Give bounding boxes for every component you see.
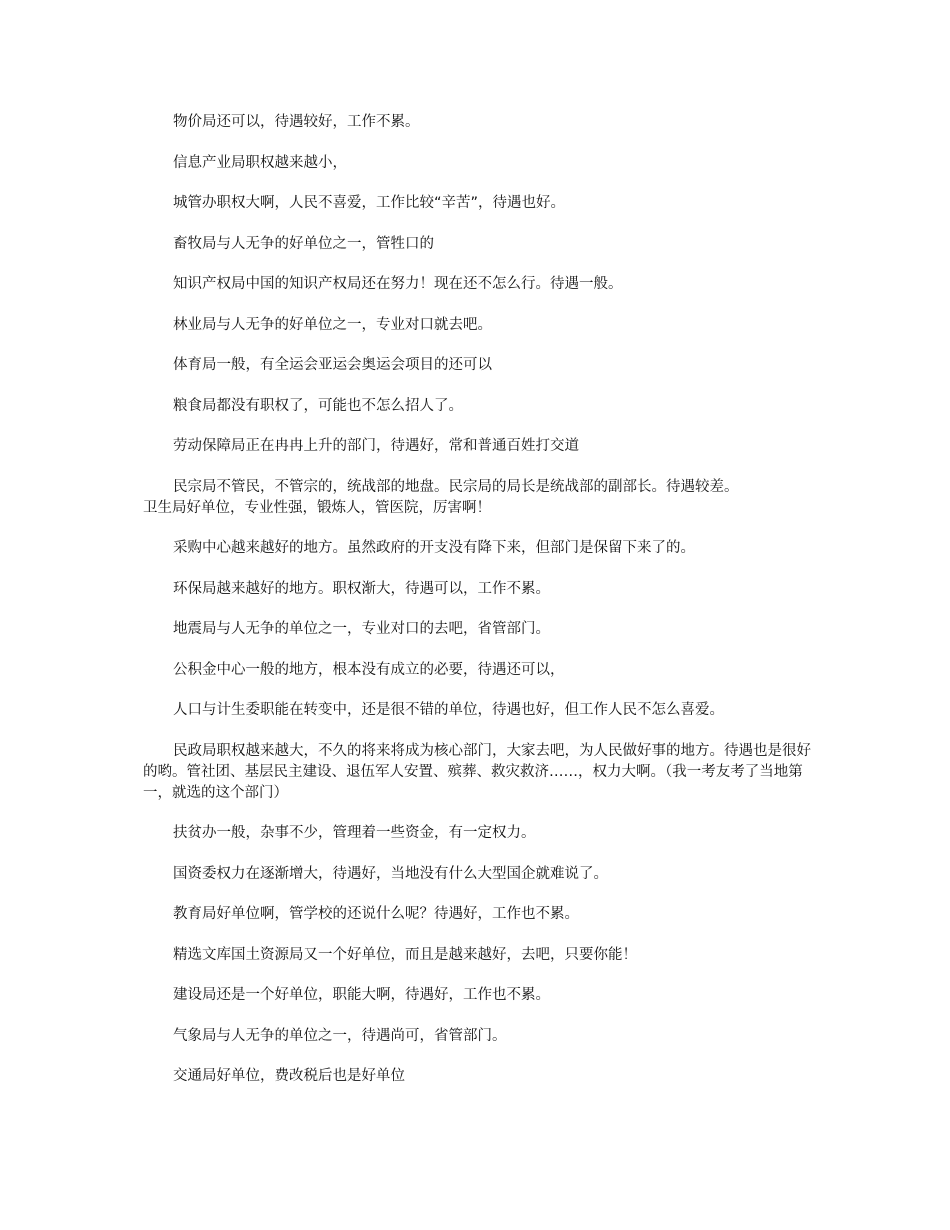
paragraph: 林业局与人无争的好单位之一，专业对口就去吧。 [173, 316, 492, 333]
paragraph: 扶贫办一般，杂事不少，管理着一些资金，有一定权力。 [173, 825, 536, 841]
paragraph: 地震局与人无争的单位之一，专业对口的去吧，省管部门。 [173, 621, 550, 637]
paragraph: 知识产权局中国的知识产权局还在努力！现在还不怎么行。待遇一般。 [173, 276, 623, 292]
paragraph: 教育局好单位啊，管学校的还说什么呢？待遇好，工作也不累。 [173, 906, 579, 922]
paragraph: 信息产业局职权越来越小， [173, 154, 347, 171]
document-body [143, 112, 815, 1107]
paragraph: 气象局与人无争的单位之一，待遇尚可，省管部门。 [173, 1027, 507, 1044]
paragraph: 粮食局都没有职权了，可能也不怎么招人了。 [173, 397, 463, 414]
paragraph: 体育局一般，有全运会亚运会奥运会项目的还可以 [173, 357, 492, 373]
paragraph: 卫生局好单位，专业性强，锻炼人，管医院，厉害啊！ [143, 499, 491, 516]
paragraph: 物价局还可以，待遇较好，工作不累。 [173, 114, 420, 130]
paragraph: 环保局越来越好的地方。职权渐大，待遇可以，工作不累。 [173, 580, 550, 597]
paragraph: 人口与计生委职能在转变中，还是很不错的单位，待遇也好，但工作人民不怎么喜爱。 [173, 702, 724, 718]
paragraph: 劳动保障局正在冉冉上升的部门，待遇好，常和普通百姓打交道 [173, 438, 579, 454]
paragraph: 采购中心越来越好的地方。虽然政府的开支没有降下来，但部门是保留下来了的。 [173, 540, 695, 556]
paragraph: 民宗局不管民，不管宗的，统战部的地盘。民宗局的局长是统战部的副部长。待遇较差。 [173, 478, 739, 495]
paragraph: 精选文库国土资源局又一个好单位，而且是越来越好，去吧，只要你能！ [173, 946, 637, 963]
paragraph: 民政局职权越来越大，不久的将来将成为核心部门，大家去吧，为人民做好事的地方。待遇也是很好的哟。管社团、基层民主建设、退伍军人安置、殡葬、救灾救济……，权力大啊。（我一考友考了当地第一，就选的这个部门） [143, 742, 811, 801]
paragraph: 建设局还是一个好单位，职能大啊，待遇好，工作也不累。 [173, 987, 550, 1003]
paragraph: 交通局好单位，费改税后也是好单位 [173, 1068, 405, 1084]
paragraph: 国资委权力在逐渐增大，待遇好，当地没有什么大型国企就难说了。 [173, 865, 608, 882]
paragraph: 城管办职权大啊，人民不喜爱，工作比较“辛苦”，待遇也好。 [173, 195, 566, 211]
paragraph: 畜牧局与人无争的好单位之一，管牲口的 [173, 235, 434, 252]
paragraph: 公积金中心一般的地方，根本没有成立的必要，待遇还可以， [173, 661, 565, 678]
